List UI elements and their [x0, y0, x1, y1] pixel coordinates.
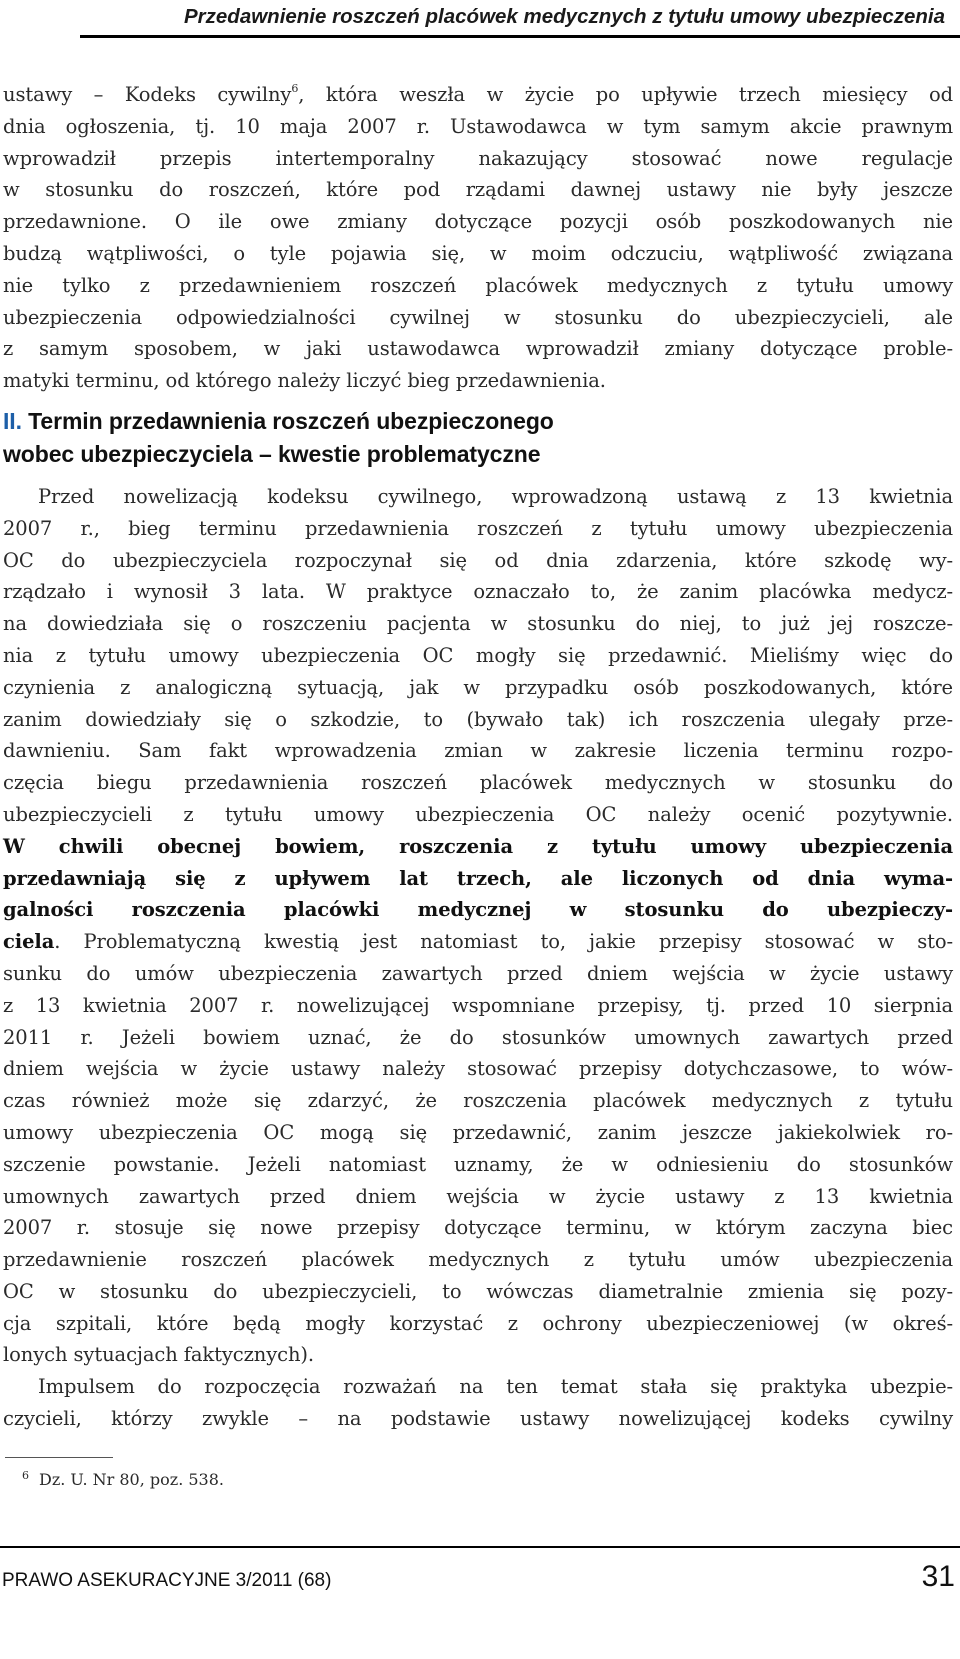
- text-line: na dowiedziała się o roszczeniu pacjenta w stosunku do niej, to już jej roszcze-: [3, 612, 953, 636]
- text-line: ustawy – Kodeks cywilny$^6$, która weszła w życie po upływie trzech miesięcy od: [3, 81, 953, 106]
- section-heading: [3, 405, 953, 471]
- bold-text-line: W chwili obecnej bowiem, roszczenia z tytułu umowy ubezpieczenia: [3, 834, 953, 858]
- text-line: z 13 kwietnia 2007 r. nowelizującej wspomniane przepisy, tj. przed 10 sierpnia: [3, 993, 953, 1017]
- text-line: lonych sytuacjach faktycznych).: [3, 1343, 315, 1367]
- text-line: nia z tytułu umowy ubezpieczenia OC mogły się przedawnić. Mieliśmy więc do: [3, 643, 953, 667]
- text-line: z samym sposobem, w jaki ustawodawca wprowadził zmiany dotyczące proble-: [3, 337, 953, 361]
- journal-name: PRAWO ASEKURACYJNE 3/2011 (68): [2, 1570, 332, 1591]
- paragraph-3: [3, 1371, 953, 1435]
- running-header: Przedawnienie roszczeń placówek medycznych z tytułu umowy ubezpieczenia: [184, 5, 945, 28]
- text-line: dawnieniu. Sam fakt wprowadzenia zmian w zakresie liczenia terminu rozpo-: [3, 739, 953, 763]
- text-line: umownych zawartych przed dniem wejścia w życie ustawy z 13 kwietnia: [3, 1184, 953, 1208]
- text-line: dniem wejścia w życie ustawy należy stosować przepisy dotychczasowe, to wów-: [3, 1057, 953, 1081]
- bold-text-line: przedawniają się z upływem lat trzech, ale liczonych od dnia wyma-: [3, 866, 953, 890]
- section-number: II.: [3, 407, 22, 434]
- text-line: ciela. Problematyczną kwestią jest natomiast to, jakie przepisy stosować w sto-: [3, 930, 953, 954]
- footnote-text: Dz. U. Nr 80, poz. 538.: [39, 1470, 224, 1489]
- text-line: dnia ogłoszenia, tj. 10 maja 2007 r. Ustawodawca w tym samym akcie prawnym: [3, 114, 953, 138]
- footnote: [22, 1470, 224, 1489]
- body-text: [3, 79, 953, 1435]
- text-line: budzą wątpliwości, o tyle pojawia się, w moim odczuciu, wątpliwość związana: [3, 241, 953, 265]
- text-line: umowy ubezpieczenia OC mogą się przedawnić, zanim jeszcze jakiekolwiek ro-: [3, 1120, 953, 1144]
- text-line: przedawnione. O ile owe zmiany dotyczące pozycji osób poszkodowanych nie: [3, 210, 953, 234]
- text-line: ubezpieczycieli z tytułu umowy ubezpieczenia OC należy ocenić pozytywnie.: [3, 802, 953, 826]
- text-line: wprowadził przepis intertemporalny nakazujący stosować nowe regulacje: [3, 146, 953, 170]
- page-number: 31: [921, 1560, 955, 1593]
- text-line: częcia biegu przedawnienia roszczeń placówek medycznych w stosunku do: [3, 771, 953, 795]
- text-line: 2007 r. stosuje się nowe przepisy dotyczące terminu, w którym zaczyna biec: [3, 1216, 953, 1240]
- text-line: OC do ubezpieczyciela rozpoczynał się od dnia zdarzenia, które szkodę wy-: [3, 548, 953, 572]
- text-line: matyki terminu, od którego należy liczyć bieg przedawnienia.: [3, 369, 606, 393]
- text-line: ubezpieczenia odpowiedzialności cywilnej w stosunku do ubezpieczycieli, ale: [3, 305, 953, 329]
- text-line: rządzało i wynosił 3 lata. W praktyce oznaczało to, że zanim placówka medycz-: [3, 580, 953, 604]
- text-line: OC w stosunku do ubezpieczycieli, to wówczas diametralnie zmienia się pozy-: [3, 1279, 953, 1303]
- paragraph-1: [3, 79, 953, 397]
- section-title-line: wobec ubezpieczyciela – kwestie problematyczne: [3, 440, 541, 467]
- text-line: w stosunku do roszczeń, które pod rządami dawnej ustawy nie były jeszcze: [3, 178, 953, 202]
- text-line: czynienia z analogiczną sytuacją, jak w przypadku osób poszkodowanych, które: [3, 675, 953, 699]
- text-line: sunku do umów ubezpieczenia zawartych przed dniem wejścia w życie ustawy: [3, 961, 953, 985]
- text-line: cja szpitali, które będą mogły korzystać z ochrony ubezpieczeniowej (w okreś-: [3, 1311, 953, 1335]
- text-line: Przed nowelizacją kodeksu cywilnego, wprowadzoną ustawą z 13 kwietnia: [38, 484, 953, 508]
- footnote-reference: 6: [291, 81, 299, 95]
- text-line: 2007 r., bieg terminu przedawnienia roszczeń z tytułu umowy ubezpieczenia: [3, 516, 953, 540]
- text-line: przedawnienie roszczeń placówek medycznych z tytułu umów ubezpieczenia: [3, 1248, 953, 1272]
- text-line: zanim dowiedziały się o szkodzie, to (bywało tak) ich roszczenia ulegały prze-: [3, 707, 953, 731]
- text-line: 2011 r. Jeżeli bowiem uznać, że do stosunków umownych zawartych przed: [3, 1025, 953, 1049]
- text-line: czas również może się zdarzyć, że roszczenia placówek medycznych z tytułu: [3, 1089, 953, 1113]
- bold-text-line: galności roszczenia placówki medycznej w stosunku do ubezpieczy-: [3, 898, 953, 922]
- header-rule: [80, 35, 960, 38]
- text-line: nie tylko z przedawnieniem roszczeń placówek medycznych z tytułu umowy: [3, 273, 953, 297]
- paragraph-2: [3, 481, 953, 1371]
- footnote-mark: 6: [22, 1469, 29, 1482]
- text-line: szczenie powstanie. Jeżeli natomiast uznamy, że w odniesieniu do stosunków: [3, 1152, 953, 1176]
- text-line: czycieli, którzy zwykle – na podstawie ustawy nowelizującej kodeks cywilny: [3, 1407, 953, 1431]
- section-title-line: Termin przedawnienia roszczeń ubezpieczonego: [28, 407, 554, 434]
- footnote-rule: [5, 1457, 113, 1458]
- text-line: Impulsem do rozpoczęcia rozważań na ten temat stała się praktyka ubezpie-: [38, 1375, 953, 1399]
- footer-rule: [0, 1546, 960, 1548]
